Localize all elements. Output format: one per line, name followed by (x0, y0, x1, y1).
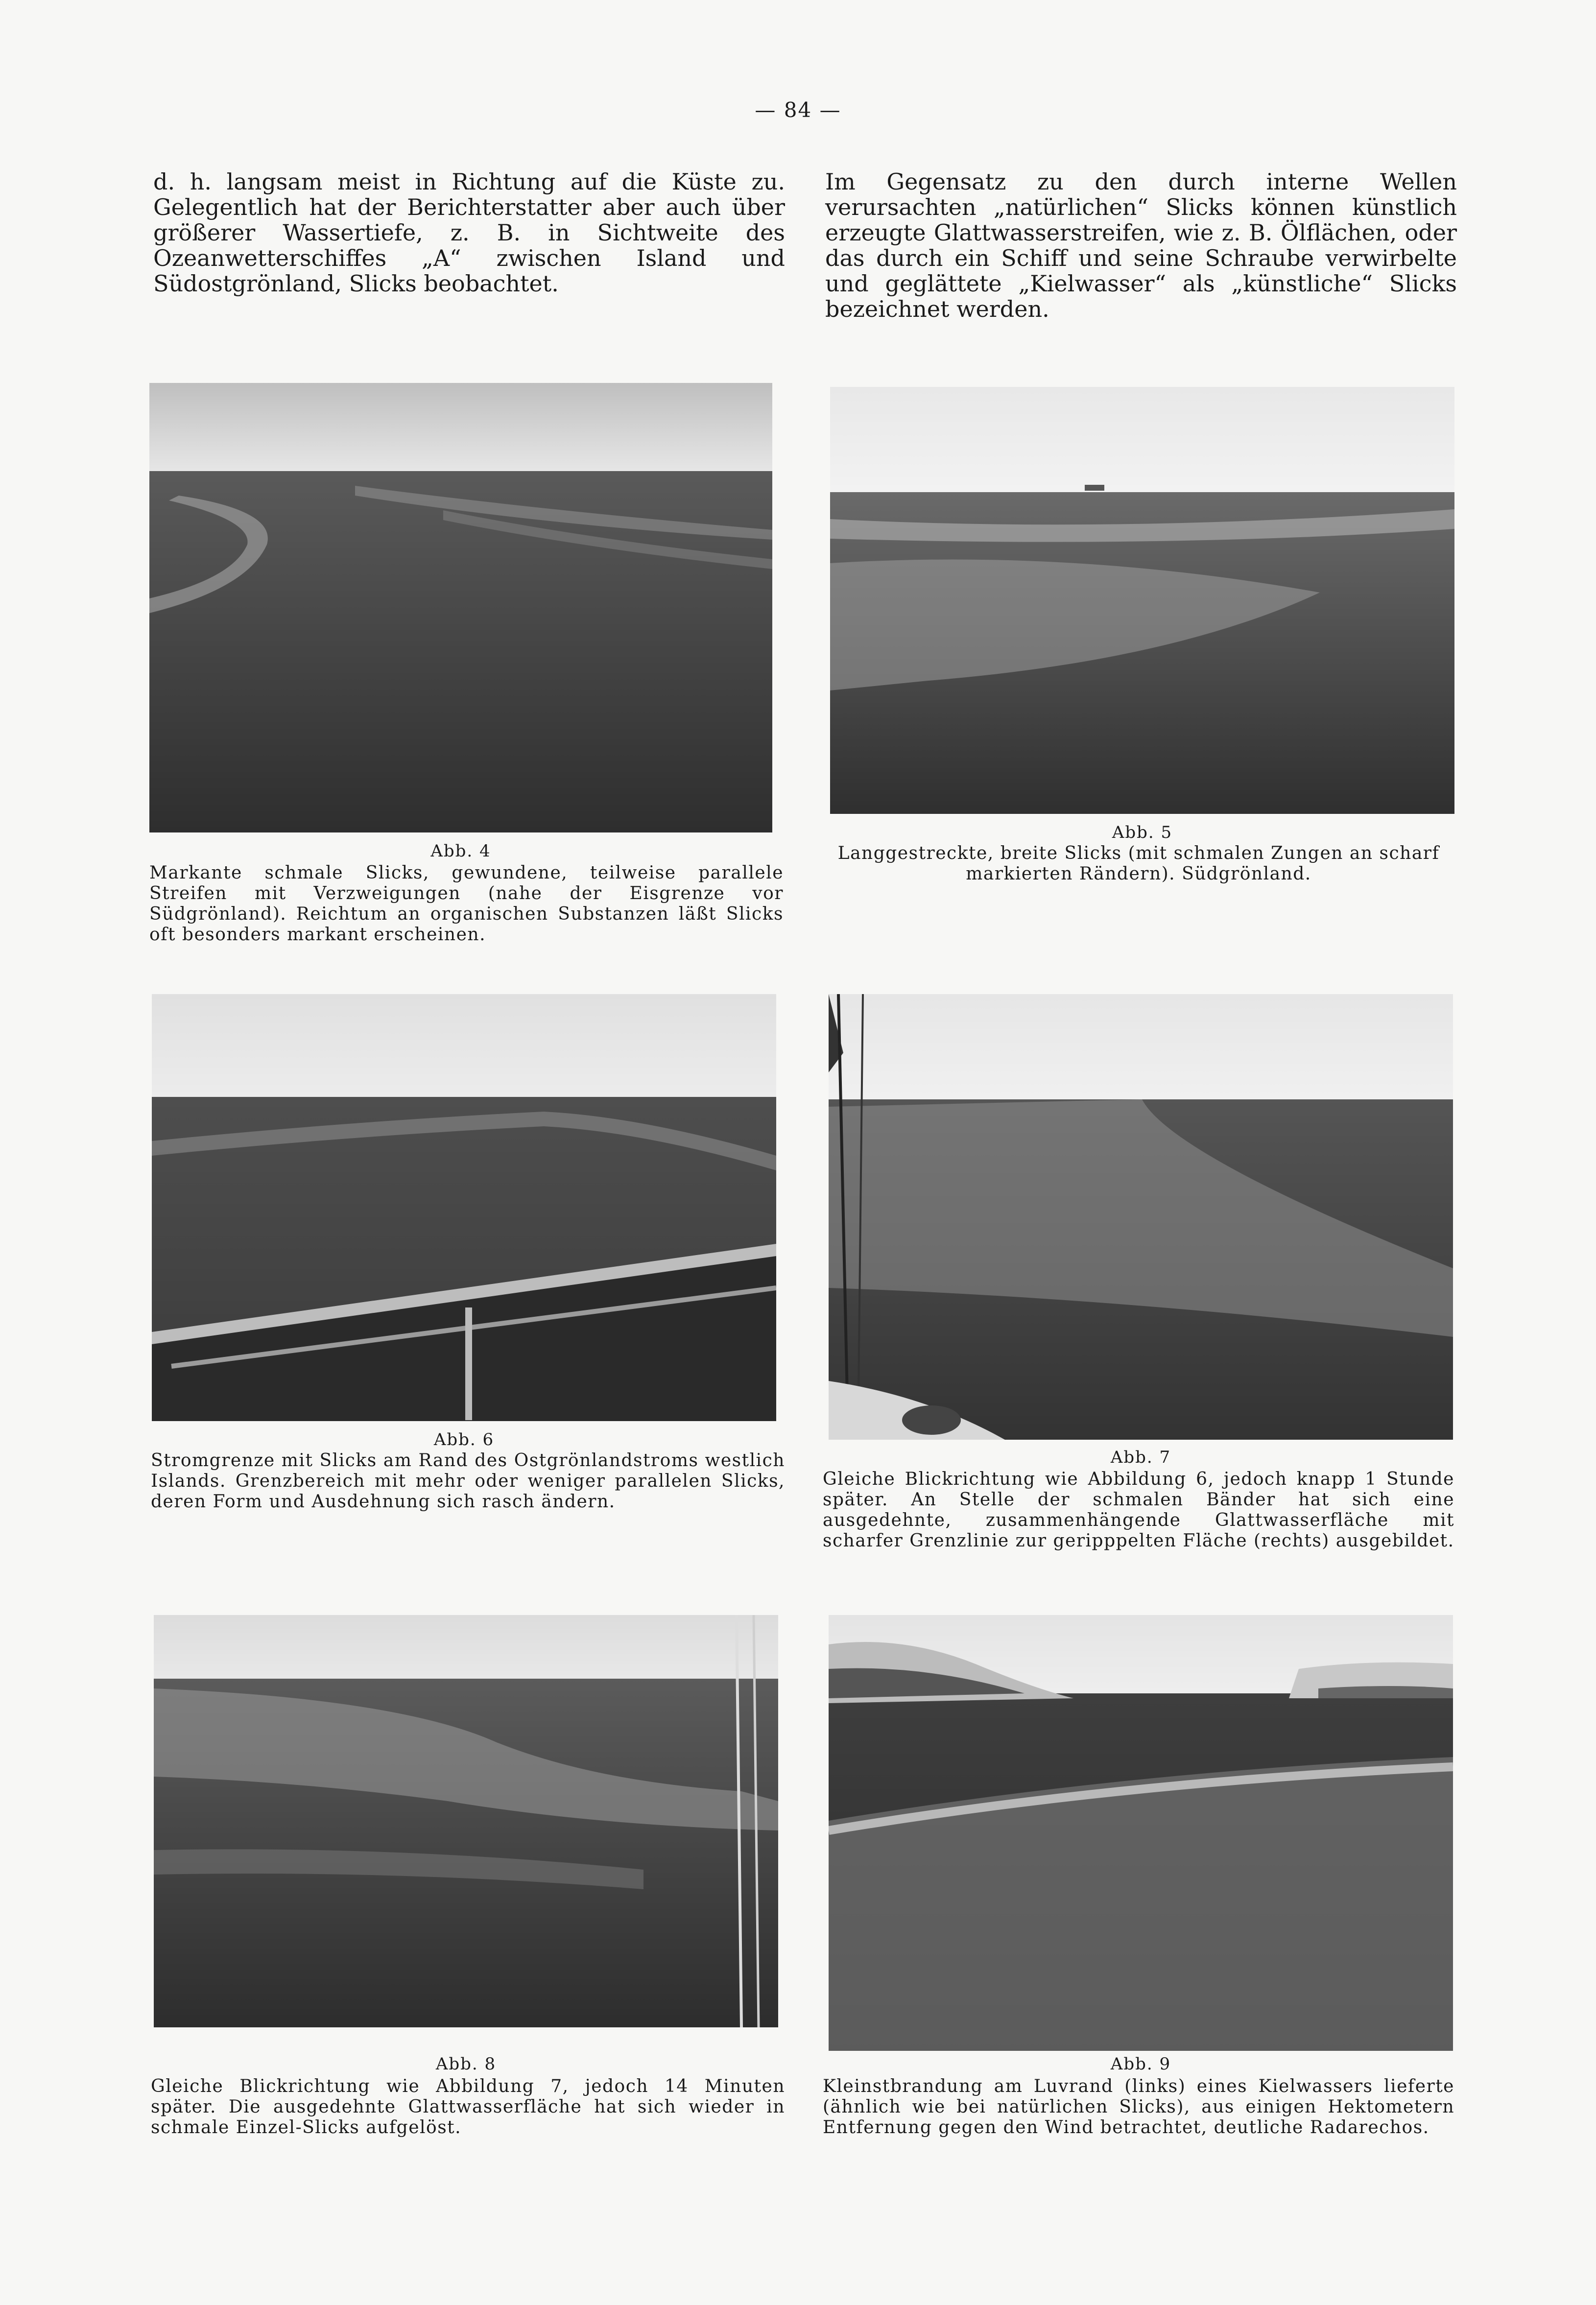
figure-caption-abb-8: Gleiche Blickrichtung wie Abbildung 7, jedoch 14 Minuten später. Die ausgedehnte Glattwasserfläche hat sich wieder in schmale Einzel-Slicks aufgelöst. (151, 2076, 785, 2138)
figure-label-abb-6: Abb. 6 (433, 1430, 495, 1450)
page-number: — 84 — (755, 98, 841, 122)
figure-label-abb-4: Abb. 4 (430, 841, 491, 861)
photo-abb-9 (829, 1615, 1453, 2051)
figure-label-abb-7: Abb. 7 (1110, 1448, 1171, 1467)
photo-abb-6 (152, 994, 776, 1421)
figure-caption-abb-7: Gleiche Blickrichtung wie Abbildung 6, jedoch knapp 1 Stunde später. An Stelle der schmalen Bänder hat sich eine ausgedehnte, zusammenhängende Glattwasserfläche mit scharfer Grenzlinie zur geripppelten Fläche (rechts) ausgebildet. (823, 1469, 1454, 1551)
intro-text-left: d. h. langsam meist in Richtung auf die Küste zu. Gelegentlich hat der Berichterstatter aber auch über größerer Wassertiefe, z. B. in Sichtweite des Ozeanwetterschiffes „A“ zwischen Island und Südostgrönland, Slicks beobachtet. (153, 168, 785, 297)
photo-abb-5 (830, 387, 1454, 814)
figure-label-abb-9: Abb. 9 (1110, 2054, 1171, 2074)
figure-label-abb-5: Abb. 5 (1112, 823, 1173, 842)
figure-caption-abb-5: Langgestreckte, breite Slicks (mit schmalen Zungen an scharf markierten Rändern). Südgrönland. (837, 843, 1440, 884)
figure-caption-abb-4: Markante schmale Slicks, gewundene, teilweise parallele Streifen mit Verzweigungen (nahe der Eisgrenze vor Südgrönland). Reichtum an organischen Substanzen läßt Slicks oft besonders markant erscheinen. (149, 863, 784, 945)
figure-label-abb-8: Abb. 8 (435, 2054, 497, 2074)
photo-abb-8 (154, 1615, 778, 2027)
photo-abb-7 (829, 994, 1453, 1440)
figure-caption-abb-9: Kleinstbrandung am Luvrand (links) eines Kielwassers lieferte (ähnlich wie bei natürlichen Slicks), aus einigen Hektometern Entfernung gegen den Wind betrachtet, deutliche Radarechos. (823, 2076, 1454, 2138)
figure-caption-abb-6: Stromgrenze mit Slicks am Rand des Ostgrönlandstroms westlich Islands. Grenzbereich mit mehr oder weniger parallelen Slicks, deren Form und Ausdehnung sich rasch ändern. (151, 1450, 785, 1512)
intro-text-right: Im Gegensatz zu den durch interne Wellen verursachten „natürlichen“ Slicks können künstlich erzeugte Glattwasserstreifen, wie z. B. Ölflächen, oder das durch ein Schiff und seine Schraube verwirbelte und geglättete „Kielwasser“ als „künstliche“ Slicks bezeichnet werden. (825, 168, 1457, 322)
photo-abb-4 (149, 383, 772, 832)
